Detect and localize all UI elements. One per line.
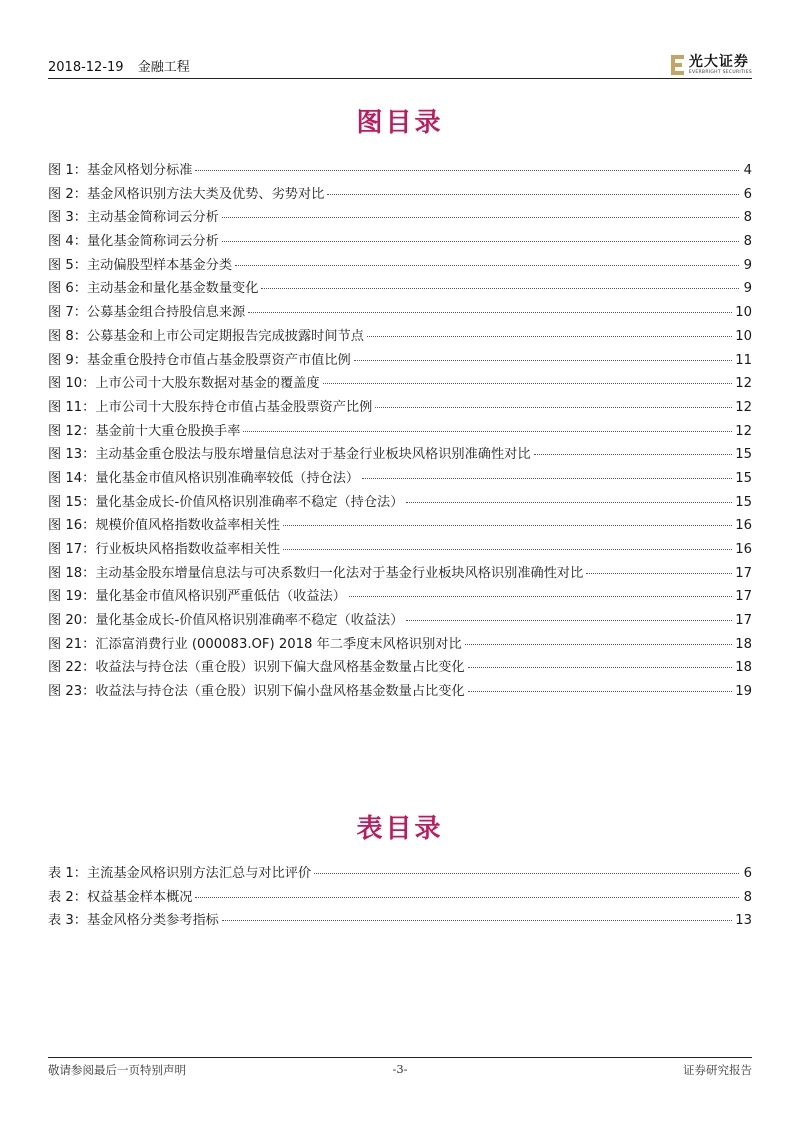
toc-entry-page[interactable]: 17 [735,613,752,629]
page-footer [48,1057,752,1078]
figure-toc-entry[interactable] [48,420,752,444]
dot-leader [261,287,739,289]
toc-entry-page[interactable]: 15 [735,494,752,510]
logo-mark-icon [670,54,685,76]
toc-entry-page[interactable]: 17 [735,565,752,581]
figure-toc-entry[interactable] [48,656,752,680]
dot-leader [362,477,732,479]
toc-entry-page[interactable]: 11 [735,352,752,368]
toc-entry-page[interactable]: 12 [735,399,752,415]
table-toc-list [48,862,752,933]
report-type: 证券研究报告 [683,1063,752,1077]
toc-entry-label[interactable]: 图 14：量化基金市值风格识别准确率较低（持仓法） [48,470,360,486]
dot-leader [314,872,739,874]
dot-leader [354,359,733,361]
figure-toc-entry[interactable] [48,183,752,207]
toc-entry-page[interactable]: 6 [743,866,752,881]
toc-entry-label[interactable]: 图 17：行业板块风格指数收益率相关性 [48,542,280,557]
dot-leader [375,406,732,408]
figure-toc-entry[interactable] [48,325,752,349]
toc-entry-label[interactable]: 表 3：基金风格分类参考指标 [48,913,219,929]
figure-toc-entry[interactable] [48,514,752,538]
figure-toc-entry[interactable] [48,349,752,373]
dot-leader [283,524,732,526]
toc-entry-label[interactable]: 表 2：权益基金样本概况 [48,889,193,905]
figure-toc-entry[interactable] [48,633,752,657]
page-number: -3- [392,1062,408,1076]
figure-toc-entry[interactable] [48,277,752,301]
header-info [48,56,200,75]
toc-entry-label[interactable]: 图 20：量化基金成长-价值风格识别准确率不稳定（收益法） [48,613,404,629]
figure-toc-entry[interactable] [48,609,752,633]
dot-leader [586,572,732,574]
toc-entry-label[interactable]: 图 10：上市公司十大股东数据对基金的覆盖度 [48,376,320,392]
toc-entry-label[interactable]: 图 12：基金前十大重仓股换手率 [48,423,241,439]
report-category: 金融工程 [137,60,190,75]
dot-leader [222,240,739,242]
disclaimer-note: 敬请参阅最后一页特别声明 [48,1063,186,1077]
toc-entry-page[interactable]: 6 [743,186,752,202]
figure-toc-entry[interactable] [48,443,752,467]
toc-entry-label[interactable]: 图 13：主动基金重仓股法与股东增量信息法对于基金行业板块风格识别准确性对比 [48,447,531,463]
company-logo [670,54,752,76]
figure-toc-entry[interactable] [48,159,752,183]
dot-leader [406,619,732,621]
toc-entry-label[interactable]: 图 22：收益法与持仓法（重仓股）识别下偏大盘风格基金数量占比变化 [48,660,465,676]
dot-leader [243,430,732,432]
toc-entry-label[interactable]: 图 5：主动偏股型样本基金分类 [48,257,233,273]
dot-leader [534,453,733,455]
figure-toc-entry[interactable] [48,396,752,420]
toc-entry-page[interactable]: 9 [743,257,752,273]
toc-entry-page[interactable]: 16 [735,542,752,557]
toc-entry-page[interactable]: 8 [743,889,752,905]
figure-toc-entry[interactable] [48,301,752,325]
dot-leader [367,335,732,337]
toc-entry-label[interactable]: 图 7：公募基金组合持股信息来源 [48,305,246,321]
toc-entry-page[interactable]: 15 [735,447,752,463]
table-toc-entry[interactable] [48,862,752,886]
toc-entry-label[interactable]: 图 6：主动基金和量化基金数量变化 [48,281,259,297]
figure-toc-entry[interactable] [48,230,752,254]
toc-entry-label[interactable]: 图 19：量化基金市值风格识别严重低估（收益法） [48,589,346,605]
dot-leader [222,216,739,218]
toc-entry-label[interactable]: 表 1：主流基金风格识别方法汇总与对比评价 [48,866,312,881]
toc-entry-label[interactable]: 图 21：汇添富消费行业 (000083.OF) 2018 年二季度末风格识别对比 [48,636,462,652]
figure-toc-entry[interactable] [48,206,752,230]
dot-leader [222,919,732,921]
toc-entry-page[interactable]: 16 [735,518,752,534]
dot-leader [235,264,739,266]
toc-entry-page[interactable]: 10 [735,305,752,321]
figure-toc-entry[interactable] [48,467,752,491]
figure-toc-entry[interactable] [48,585,752,609]
toc-entry-label[interactable]: 图 18：主动基金股东增量信息法与可决系数归一化法对于基金行业板块风格识别准确性对比 [48,565,584,581]
dot-leader [468,666,733,668]
toc-entry-page[interactable]: 4 [743,163,752,178]
toc-entry-label[interactable]: 图 2：基金风格识别方法大类及优势、劣势对比 [48,186,325,202]
toc-entry-page[interactable]: 9 [743,281,752,297]
dot-leader [283,548,732,550]
logo-chinese-name: 光大证券 [688,53,749,70]
toc-entry-label[interactable]: 图 15：量化基金成长-价值风格识别准确率不稳定（持仓法） [48,494,404,510]
dot-leader [465,643,733,645]
dot-leader [406,501,732,503]
figure-toc-entry[interactable] [48,680,752,704]
table-toc-entry[interactable] [48,909,752,933]
figure-toc-list [48,159,752,704]
toc-entry-label[interactable]: 图 1：基金风格划分标准 [48,163,193,178]
figure-toc-entry[interactable] [48,538,752,562]
table-list-title: 表目录 [356,814,444,844]
toc-entry-page[interactable]: 10 [735,328,752,344]
page-header [48,52,752,79]
toc-entry-label[interactable]: 图 9：基金重仓股持仓市值占基金股票资产市值比例 [48,352,351,368]
table-toc-entry[interactable] [48,886,752,910]
figure-toc-entry[interactable] [48,562,752,586]
toc-entry-label[interactable]: 图 23：收益法与持仓法（重仓股）识别下偏小盘风格基金数量占比变化 [48,684,465,700]
logo-english-name: EVERBRIGHT SECURITIES [688,69,752,75]
toc-entry-label[interactable]: 图 8：公募基金和上市公司定期报告完成披露时间节点 [48,328,364,344]
toc-entry-label[interactable]: 图 11：上市公司十大股东持仓市值占基金股票资产比例 [48,399,373,415]
dot-leader [349,595,732,597]
toc-entry-page[interactable]: 17 [735,589,752,605]
toc-entry-label[interactable]: 图 16：规模价值风格指数收益率相关性 [48,518,280,534]
toc-entry-label[interactable]: 图 4：量化基金简称词云分析 [48,234,219,250]
toc-entry-page[interactable]: 8 [743,210,752,226]
toc-entry-page[interactable]: 12 [735,376,752,392]
dot-leader [195,896,739,898]
toc-entry-page[interactable]: 15 [735,470,752,486]
figure-toc-entry[interactable] [48,491,752,515]
figure-list-title: 图目录 [356,108,444,138]
figure-toc-entry[interactable] [48,372,752,396]
toc-entry-page[interactable]: 19 [735,684,752,700]
toc-entry-page[interactable]: 18 [735,660,752,676]
dot-leader [195,169,739,171]
toc-entry-page[interactable]: 18 [735,636,752,652]
toc-entry-page[interactable]: 13 [735,913,752,929]
dot-leader [323,382,733,384]
dot-leader [248,311,732,313]
toc-entry-page[interactable]: 12 [735,423,752,439]
report-date: 2018-12-19 [48,60,124,75]
toc-entry-page[interactable]: 8 [743,234,752,250]
dot-leader [468,690,733,692]
dot-leader [327,193,739,195]
figure-toc-entry[interactable] [48,254,752,278]
toc-entry-label[interactable]: 图 3：主动基金简称词云分析 [48,210,219,226]
